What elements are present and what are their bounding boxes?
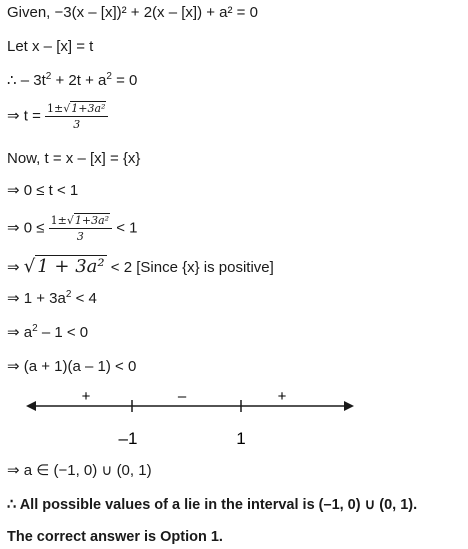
label-minus-one: –1: [118, 429, 138, 448]
sign-left: +: [81, 388, 91, 405]
right-arrow-icon: [344, 401, 354, 411]
interval-result: ⇒ a ∈ (−1, 0) ∪ (0, 1): [7, 462, 152, 479]
quadratic-in-t: [7, 72, 137, 90]
a-squared-prefix: ⇒ a: [7, 324, 33, 341]
fractional-part-line: Now, t = x – [x] = {x}: [7, 150, 141, 167]
radical-prefix: ⇒: [7, 259, 20, 276]
radicand: 1+3a²: [74, 214, 110, 227]
big-radicand: 1 + 3a²: [37, 256, 105, 277]
inequality-fraction: [49, 214, 112, 243]
inequality-suffix: < 1: [116, 219, 138, 237]
sign-middle: –: [177, 388, 187, 405]
t-solution: [7, 102, 108, 131]
radical-suffix: < 2 [Since {x} is positive]: [110, 259, 274, 276]
radicand: 1+3a²: [71, 102, 106, 115]
fraction-numerator: [45, 102, 108, 117]
numerator-prefix: 1±: [50, 214, 67, 227]
squared-suffix: < 4: [75, 290, 97, 307]
numerator-prefix: 1±: [47, 102, 64, 115]
inequality-with-fraction: [7, 214, 138, 243]
radical-inequality: [7, 256, 274, 279]
exponent: 2: [45, 71, 52, 82]
sign-right: +: [277, 388, 287, 405]
fraction-denominator: 3: [76, 230, 84, 243]
quadratic-prefix: ∴ – 3t: [7, 72, 46, 89]
inequality-prefix: ⇒ 0 ≤: [7, 219, 45, 237]
exponent: 2: [106, 71, 112, 82]
factored-inequality: ⇒ (a + 1)(a – 1) < 0: [7, 358, 137, 375]
conclusion: ∴ All possible values of a lie in the interval is (–1, 0) ∪ (0, 1).: [7, 497, 418, 513]
quadratic-middle: + 2t + a: [55, 72, 107, 89]
fraction-denominator: 3: [73, 118, 81, 131]
correct-answer: The correct answer is Option 1.: [7, 529, 223, 545]
exponent: 2: [32, 323, 38, 334]
fraction-numerator: [49, 214, 112, 229]
quadratic-end: = 0: [116, 72, 138, 89]
substitution-line: Let x – [x] = t: [7, 38, 94, 55]
label-one: 1: [236, 429, 246, 448]
a-squared-suffix: – 1 < 0: [41, 324, 89, 341]
a-squared-inequality: [7, 324, 88, 342]
radical: √1+3a²: [63, 102, 106, 115]
number-line: [0, 386, 468, 456]
squared-prefix: ⇒ 1 + 3a: [7, 290, 66, 307]
big-radical: √ 1 + 3a²: [23, 256, 105, 277]
t-range-line: ⇒ 0 ≤ t < 1: [7, 182, 79, 199]
radical: √1+3a²: [66, 214, 110, 227]
exponent: 2: [65, 289, 72, 300]
t-solution-prefix: ⇒ t =: [7, 107, 41, 125]
given-equation: Given, −3(x – [x])² + 2(x – [x]) + a² = 0: [7, 4, 258, 21]
t-fraction: [45, 102, 108, 131]
left-arrow-icon: [26, 401, 36, 411]
squared-inequality: [7, 290, 97, 308]
